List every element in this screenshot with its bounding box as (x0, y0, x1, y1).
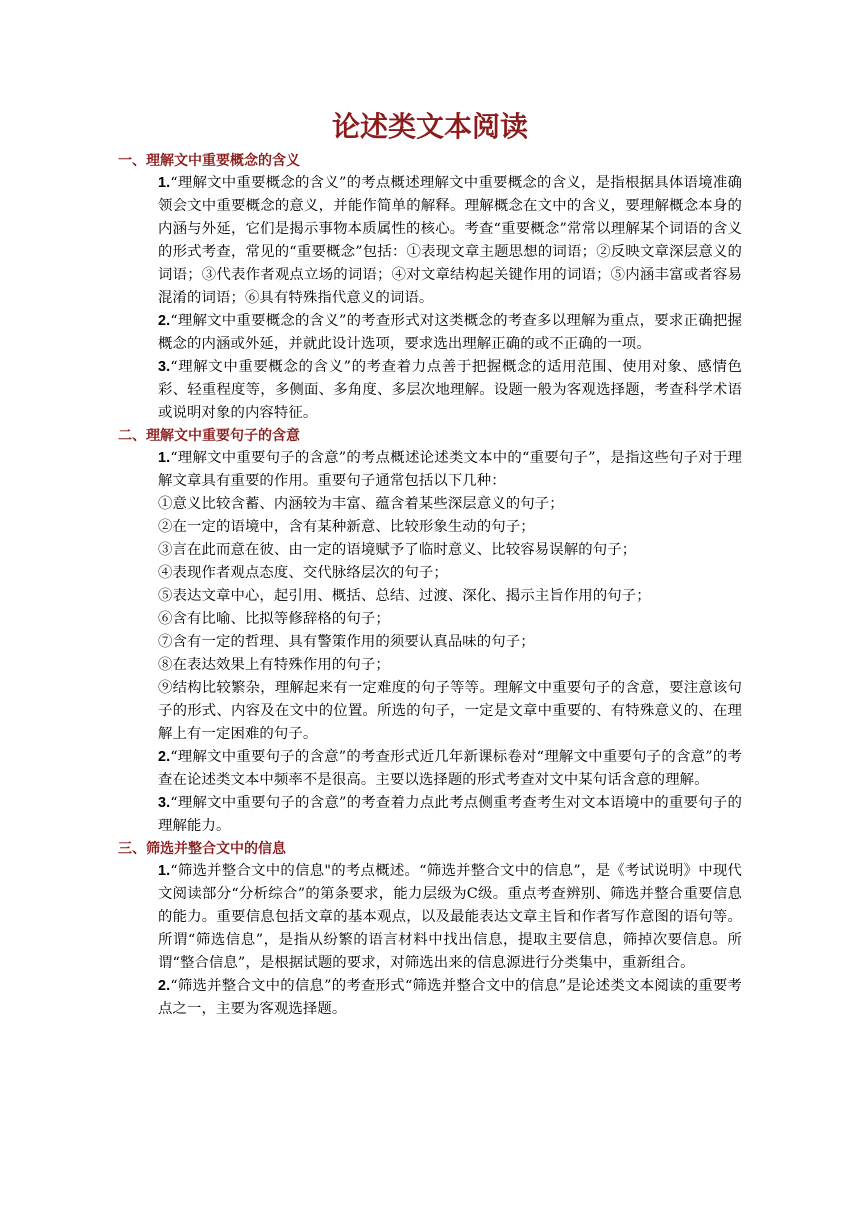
list-item: ⑨结构比较繁杂，理解起来有一定难度的句子等等。理解文中重要句子的含意，要注意该句子的形式、内容及在文中的位置。所选的句子，一定是文章中重要的、有特殊意义的、在理解上有一定困难的句子。 (158, 680, 742, 742)
list-item: ④表现作者观点态度、交代脉络层次的句子； (158, 565, 448, 581)
paragraph (158, 447, 742, 493)
paragraph-number: 1. (158, 450, 171, 466)
list-item: ③言在此而意在彼、由一定的语境赋予了临时意义、比较容易误解的句子； (158, 542, 637, 558)
paragraph (158, 172, 742, 310)
paragraph-text: “筛选并整合文中的信息"的考点概述。“筛选并整合文中的信息”，是《考试说明》中现代文阅读部分“分析综合”的第条要求，能力层级为C级。重点考查辨别、筛选并整合重要信息的能力。重要信息包括文章的基本观点，以及最能表达文章主旨和作者写作意图的语句等。所谓“筛选信息”，是指从纷繁的语言材料中找出信息，提取主要信息，筛掉次要信息。所谓“整合信息”，是根据试题的要求，对筛选出来的信息源进行分类集中，重新组合。 (158, 863, 742, 971)
section-body-1 (158, 172, 742, 425)
section-heading-2: 二、理解文中重要句子的含意 (118, 428, 300, 444)
paragraph-text: “理解文中重要句子的含意”的考查着力点此考点侧重考查考生对文本语境中的重要句子的理解能力。 (158, 795, 742, 834)
paragraph-text: “理解文中重要概念的含义”的考查形式对这类概念的考查多以理解为重点，要求正确把握概念的内涵或外延，并就此设计选项，要求选出理解正确的或不正确的一项。 (158, 313, 742, 352)
paragraph (158, 860, 742, 975)
paragraph-text: “理解文中重要概念的含义”的考点概述理解文中重要概念的含义，是指根据具体语境准确领会文中重要概念的意义，并能作简单的解释。理解概念在文中的含义，要理解概念本身的内涵与外延，它们是揭示事物本质属性的核心。考查“重要概念”常常以理解某个词语的含义的形式考查，常见的“重要概念”包括：①表现文章主题思想的词语；②反映文章深层意义的词语；③代表作者观点立场的词语；④对文章结构起关键作用的词语；⑤内涵丰富或者容易混淆的词语；⑥具有特殊指代意义的词语。 (158, 175, 742, 306)
section-heading-3: 三、筛选并整合文中的信息 (118, 841, 286, 857)
paragraph-number: 2. (158, 978, 171, 994)
list-item: ②在一定的语境中，含有某种新意、比较形象生动的句子； (158, 519, 535, 535)
paragraph (158, 975, 742, 1021)
list-item: ⑥含有比喻、比拟等修辞格的句子； (158, 611, 390, 627)
list-item: ⑧在表达效果上有特殊作用的句子； (158, 657, 390, 673)
paragraph (158, 746, 742, 792)
paragraph-number: 2. (158, 313, 171, 329)
paragraph (158, 792, 742, 838)
section-body-3 (158, 860, 742, 1021)
list-item: ⑦含有一定的哲理、具有警策作用的须要认真品味的句子； (158, 634, 535, 650)
list-item: ①意义比较含蓄、内涵较为丰富、蕴含着某些深层意义的句子； (158, 496, 564, 512)
paragraph-number: 3. (158, 359, 171, 375)
list-item: ⑤表达文章中心，起引用、概括、总结、过渡、深化、揭示主旨作用的句子； (158, 588, 651, 604)
document-body (118, 150, 742, 1021)
paragraph-number: 2. (158, 749, 171, 765)
paragraph-text: “理解文中重要概念的含义”的考查着力点善于把握概念的适用范围、使用对象、感情色彩、轻重程度等，多侧面、多角度、多层次地理解。设题一般为客观选择题，考查科学术语或说明对象的内容特征。 (158, 359, 742, 421)
paragraph (158, 356, 742, 425)
paragraph (158, 310, 742, 356)
paragraph-text: “理解文中重要句子的含意”的考查形式近几年新课标卷对“理解文中重要句子的含意”的考查在论述类文本中频率不是很高。主要以选择题的形式考查对文中某句话含意的理解。 (158, 749, 742, 788)
paragraph-text: “理解文中重要句子的含意”的考点概述论述类文本中的“重要句子”，是指这些句子对于理解文章具有重要的作用。重要句子通常包括以下几种： (158, 450, 742, 489)
paragraph-number: 1. (158, 175, 171, 191)
section-heading-1: 一、理解文中重要概念的含义 (118, 153, 300, 169)
paragraph-text: “筛选并整合文中的信息”的考查形式“筛选并整合文中的信息”是论述类文本阅读的重要考点之一，主要为客观选择题。 (158, 978, 742, 1017)
paragraph-number: 3. (158, 795, 171, 811)
paragraph-number: 1. (158, 863, 171, 879)
section-body-2 (158, 447, 742, 838)
document-title: 论述类文本阅读 (331, 110, 528, 143)
